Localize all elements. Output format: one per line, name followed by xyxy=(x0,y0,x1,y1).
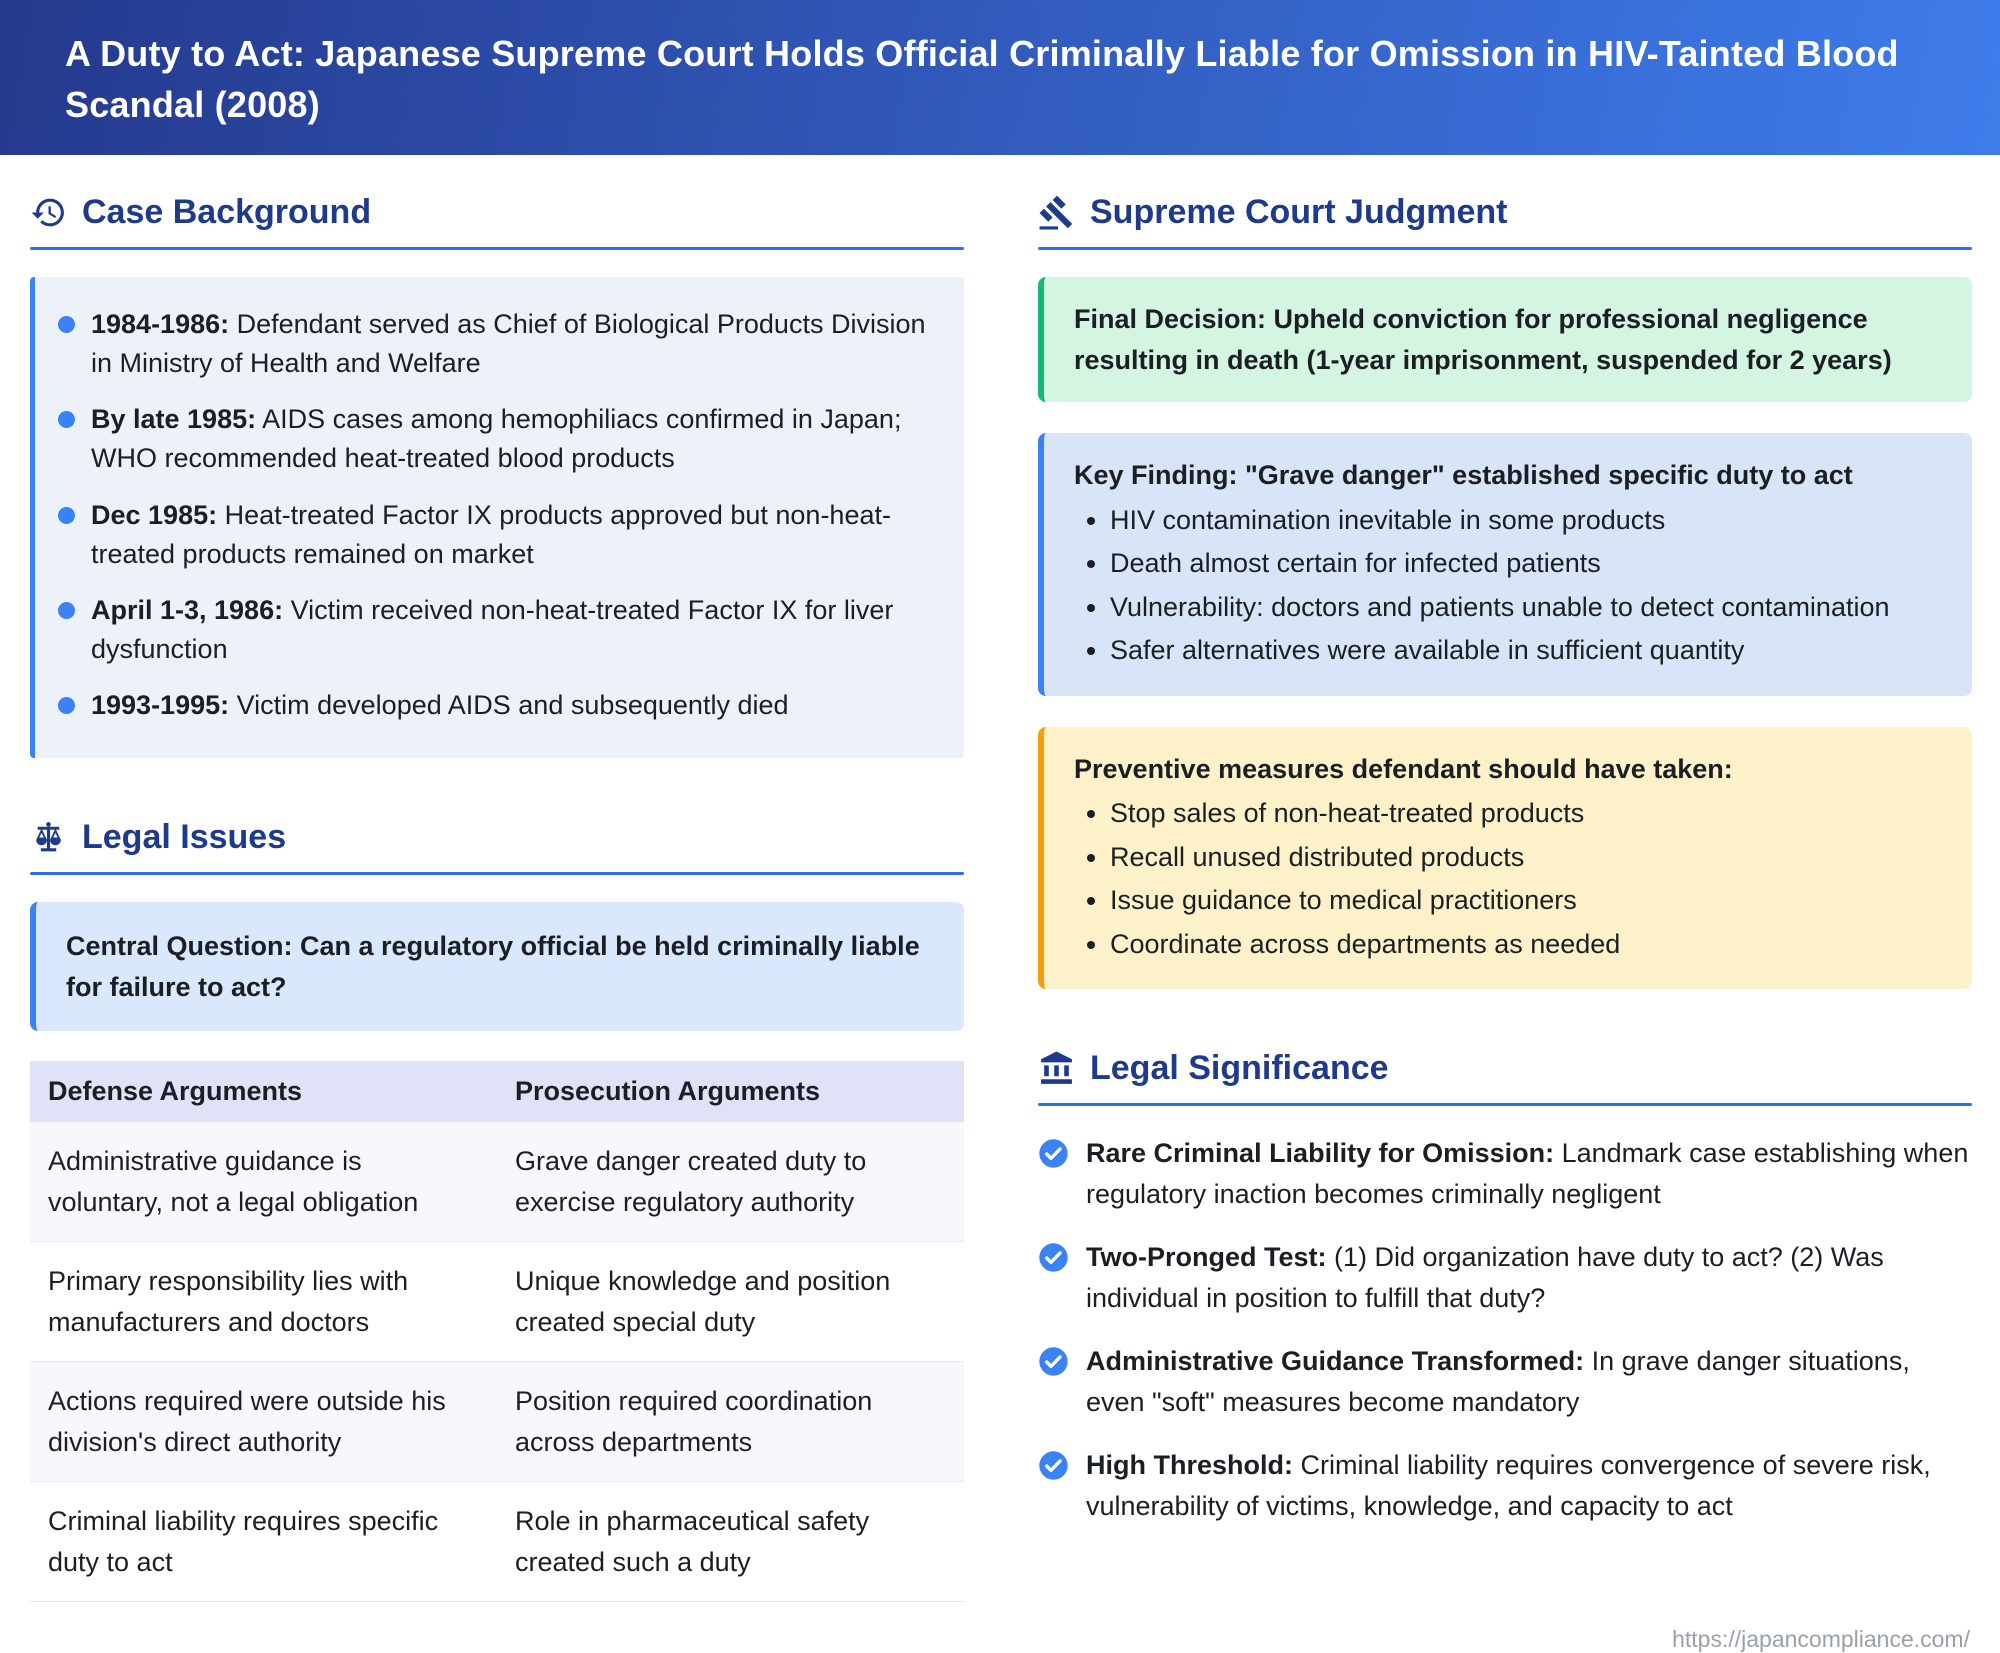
timeline-dot-icon xyxy=(58,507,75,524)
significance-label: Two-Pronged Test: xyxy=(1086,1242,1327,1272)
section-legal-issues xyxy=(30,818,964,1602)
timeline-item xyxy=(51,686,936,725)
left-column xyxy=(30,193,964,1602)
table-cell: Administrative guidance is voluntary, not a legal obligation xyxy=(30,1122,497,1242)
key-finding-box xyxy=(1038,433,1972,696)
section-title-legal-significance: Legal Significance xyxy=(1090,1049,1389,1087)
central-question-box xyxy=(30,902,964,1031)
key-finding-title: Key Finding: "Grave danger" established specific duty to act xyxy=(1074,460,1853,490)
table-cell: Unique knowledge and position created special duty xyxy=(497,1242,964,1362)
timeline-text: Victim developed AIDS and subsequently died xyxy=(229,690,789,721)
timeline-date: By late 1985: xyxy=(91,404,257,435)
table-row xyxy=(30,1242,964,1362)
table-row xyxy=(30,1362,964,1482)
key-finding-list xyxy=(1074,500,1942,671)
timeline-text: Heat-treated Factor IX products approved but non-heat-treated products remained on market xyxy=(91,499,891,569)
timeline-text: Defendant served as Chief of Biological Products Division in Ministry of Health and Welfare xyxy=(91,309,926,379)
timeline-dot-icon xyxy=(58,697,75,714)
section-supreme-court-judgment xyxy=(1038,193,1972,989)
courthouse-bank-icon xyxy=(1038,1050,1075,1087)
timeline-date: 1993-1995: xyxy=(91,690,230,721)
section-case-background xyxy=(30,193,964,758)
list-item: • Coordinate across departments as needed xyxy=(1110,924,1942,965)
scales-of-justice-icon xyxy=(30,819,67,856)
column-header-defense: Defense Arguments xyxy=(30,1061,497,1122)
significance-label: High Threshold: xyxy=(1086,1450,1293,1480)
arguments-table xyxy=(30,1061,964,1602)
significance-item xyxy=(1038,1341,1972,1422)
significance-text: In grave danger situations, even "soft" measures become mandatory xyxy=(1086,1346,1910,1417)
preventive-measures-list xyxy=(1074,793,1942,964)
table-cell: Grave danger created duty to exercise regulatory authority xyxy=(497,1122,964,1242)
list-item: • Issue guidance to medical practitioners xyxy=(1110,880,1942,921)
section-header xyxy=(30,193,964,232)
check-circle-icon xyxy=(1038,1138,1069,1169)
history-clock-icon xyxy=(30,194,67,231)
significance-text: Criminal liability requires convergence of severe risk, vulnerability of victims, knowledge, and capacity to act xyxy=(1086,1450,1931,1521)
section-divider xyxy=(30,247,964,250)
timeline-date: Dec 1985: xyxy=(91,499,218,530)
preventive-measures-title: Preventive measures defendant should have taken: xyxy=(1074,753,1733,784)
section-header xyxy=(1038,193,1972,232)
timeline-item xyxy=(51,591,936,669)
section-header xyxy=(1038,1049,1972,1088)
significance-text: (1) Did organization have duty to act? (2) Was individual in position to fulfill that duty? xyxy=(1086,1242,1884,1313)
table-cell: Position required coordination across departments xyxy=(497,1362,964,1482)
list-item: • Recall unused distributed products xyxy=(1110,837,1942,878)
case-timeline-box xyxy=(30,277,964,758)
column-header-prosecution: Prosecution Arguments xyxy=(497,1061,964,1122)
page-title: A Duty to Act: Japanese Supreme Court Holds Official Criminally Liable for Omission in HIV-Tainted Blood Scandal (2008) xyxy=(65,33,1899,126)
check-circle-icon xyxy=(1038,1450,1069,1481)
table-cell: Actions required were outside his division's direct authority xyxy=(30,1362,497,1482)
timeline-date: April 1-3, 1986: xyxy=(91,594,284,625)
footer-url: https://japancompliance.com/ xyxy=(1672,1626,1970,1653)
timeline-text: Victim received non-heat-treated Factor IX for liver dysfunction xyxy=(91,594,894,664)
check-circle-icon xyxy=(1038,1242,1069,1273)
list-item: • Death almost certain for infected patients xyxy=(1110,543,1942,584)
right-column xyxy=(1038,193,1972,1602)
section-title-legal-issues: Legal Issues xyxy=(82,818,287,857)
timeline-date: 1984-1986: xyxy=(91,309,230,339)
list-item: • Vulnerability: doctors and patients unable to detect contamination xyxy=(1110,587,1942,628)
timeline-dot-icon xyxy=(58,411,75,428)
preventive-measures-box xyxy=(1038,727,1972,990)
table-cell: Criminal liability requires specific duty to act xyxy=(30,1482,497,1602)
final-decision-text: Final Decision: Upheld conviction for professional negligence resulting in death (1-year imprisonment, suspended for 2 years) xyxy=(1074,304,1892,375)
significance-item xyxy=(1038,1445,1972,1526)
timeline-text: AIDS cases among hemophiliacs confirmed in Japan; WHO recommended heat-treated blood products xyxy=(91,404,902,474)
final-decision-box xyxy=(1038,277,1972,402)
significance-item xyxy=(1038,1133,1972,1214)
table-cell: Role in pharmaceutical safety created such a duty xyxy=(497,1482,964,1602)
table-row xyxy=(30,1122,964,1242)
table-header-row xyxy=(30,1061,964,1122)
page-footer xyxy=(0,1602,2000,1653)
section-legal-significance xyxy=(1038,1049,1972,1526)
section-divider xyxy=(30,872,964,875)
timeline-dot-icon xyxy=(58,316,75,333)
section-title-case-background: Case Background xyxy=(82,193,372,231)
gavel-icon xyxy=(1038,194,1075,231)
section-divider xyxy=(1038,1103,1972,1106)
table-row xyxy=(30,1482,964,1602)
list-item: • Safer alternatives were available in sufficient quantity xyxy=(1110,630,1942,671)
page-header xyxy=(0,0,2000,155)
check-circle-icon xyxy=(1038,1346,1069,1377)
timeline-item xyxy=(51,305,936,383)
significance-label: Administrative Guidance Transformed: xyxy=(1086,1346,1585,1376)
list-item: • Stop sales of non-heat-treated products xyxy=(1110,793,1942,834)
significance-label: Rare Criminal Liability for Omission: xyxy=(1086,1138,1555,1168)
central-question-text: Central Question: Can a regulatory official be held criminally liable for failure to act? xyxy=(66,931,920,1002)
timeline-item xyxy=(51,400,936,478)
section-title-judgment: Supreme Court Judgment xyxy=(1090,193,1508,231)
list-item: • HIV contamination inevitable in some products xyxy=(1110,500,1942,541)
timeline-item xyxy=(51,496,936,574)
section-divider xyxy=(1038,247,1972,250)
timeline-dot-icon xyxy=(58,602,75,619)
significance-text: Landmark case establishing when regulatory inaction becomes criminally negligent xyxy=(1086,1138,1969,1209)
section-header xyxy=(30,818,964,857)
content xyxy=(0,155,2000,1602)
significance-item xyxy=(1038,1237,1972,1318)
table-cell: Primary responsibility lies with manufacturers and doctors xyxy=(30,1242,497,1362)
